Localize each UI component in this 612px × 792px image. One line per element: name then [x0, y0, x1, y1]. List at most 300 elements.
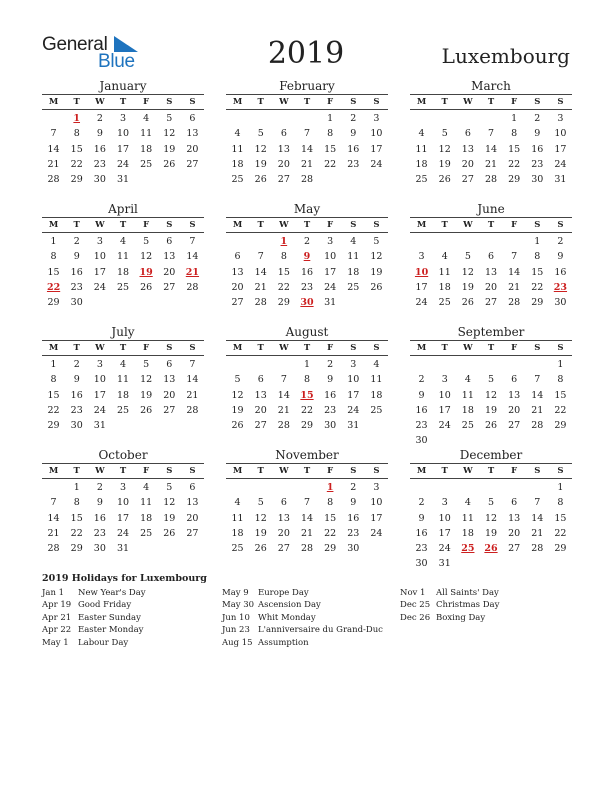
- day-cell: 13: [508, 389, 521, 401]
- weekday-label: T: [487, 220, 495, 230]
- day-cell: 19: [140, 389, 153, 401]
- day-cell: 26: [254, 543, 267, 555]
- holiday-column: [42, 587, 146, 649]
- day-empty: [410, 111, 433, 126]
- day-empty: [526, 480, 549, 495]
- day-cell: 6: [189, 113, 196, 124]
- day-cell: 4: [464, 374, 471, 386]
- logo-text-general: General: [42, 34, 108, 55]
- day-empty: [410, 357, 433, 372]
- weekday-label: S: [166, 343, 173, 353]
- day-cell-holiday: 9: [303, 251, 311, 263]
- weekday-label: F: [327, 343, 334, 353]
- day-cell: 15: [531, 266, 544, 278]
- day-grid: [410, 111, 572, 187]
- weekday-label: W: [95, 97, 105, 107]
- day-grid: [226, 357, 388, 433]
- day-cell: 15: [70, 143, 83, 155]
- day-cell: 10: [370, 128, 383, 140]
- day-cell: 10: [93, 251, 106, 263]
- day-cell: 5: [166, 113, 173, 124]
- day-cell: 21: [277, 404, 290, 416]
- month-october: [42, 448, 204, 556]
- day-cell: 27: [186, 158, 199, 170]
- weekday-label: T: [119, 466, 127, 476]
- weekday-header: [226, 217, 388, 233]
- day-cell: 2: [418, 497, 425, 509]
- month-march: [410, 79, 572, 187]
- weekday-label: S: [373, 97, 380, 107]
- day-cell: 25: [438, 297, 451, 309]
- day-cell: 22: [554, 404, 567, 416]
- day-grid: [410, 234, 572, 310]
- weekday-header: [410, 94, 572, 110]
- month-july: [42, 325, 204, 433]
- day-cell: 17: [93, 266, 106, 278]
- day-empty: [42, 480, 65, 495]
- day-cell: 26: [163, 527, 176, 539]
- day-cell: 27: [186, 527, 199, 539]
- day-cell: 9: [96, 128, 103, 140]
- holiday-item: [42, 624, 146, 636]
- day-cell: 11: [347, 251, 360, 263]
- day-cell: 3: [327, 236, 334, 247]
- day-cell: 7: [534, 497, 541, 509]
- day-cell: 21: [531, 404, 544, 416]
- day-cell: 16: [554, 266, 567, 278]
- day-cell-holiday: 19: [139, 266, 153, 278]
- holiday-date: Jun 23: [222, 625, 250, 636]
- day-cell: 12: [484, 512, 498, 524]
- holiday-column: [222, 587, 383, 649]
- day-cell: 10: [116, 128, 130, 140]
- day-cell: 18: [347, 266, 360, 278]
- day-cell: 27: [461, 174, 474, 186]
- weekday-label: M: [416, 466, 427, 476]
- day-cell: 5: [373, 236, 380, 247]
- day-cell: 26: [438, 174, 451, 186]
- day-cell: 17: [116, 512, 130, 524]
- day-cell: 1: [511, 113, 518, 124]
- weekday-label: T: [441, 466, 448, 476]
- day-empty: [295, 480, 318, 495]
- month-april: [42, 202, 204, 310]
- day-cell: 4: [143, 113, 150, 124]
- month-may: [226, 202, 388, 310]
- day-cell: 1: [73, 482, 80, 493]
- weekday-label: S: [350, 220, 357, 230]
- weekday-label: S: [373, 343, 380, 353]
- day-cell: 21: [508, 281, 521, 293]
- day-cell: 28: [47, 174, 60, 186]
- day-cell: 5: [257, 497, 264, 509]
- day-cell: 26: [140, 281, 153, 293]
- day-cell: 22: [277, 281, 290, 293]
- month-name: June: [477, 202, 505, 216]
- day-cell: 28: [300, 174, 314, 186]
- weekday-label: T: [303, 343, 311, 353]
- day-cell: 13: [186, 128, 199, 140]
- day-cell: 31: [116, 174, 130, 186]
- day-cell: 14: [484, 143, 498, 155]
- day-cell: 30: [415, 558, 428, 570]
- day-cell: 8: [50, 251, 57, 263]
- day-cell: 29: [324, 543, 337, 555]
- holiday-item: [42, 612, 146, 624]
- weekday-label: W: [95, 220, 105, 230]
- day-cell: 11: [116, 374, 130, 386]
- day-cell: 29: [70, 543, 83, 555]
- day-cell: 14: [47, 143, 60, 155]
- day-cell: 22: [70, 158, 83, 170]
- month-name: April: [108, 202, 138, 216]
- day-cell: 4: [418, 128, 425, 140]
- day-cell: 28: [254, 297, 267, 309]
- day-cell: 23: [531, 158, 544, 170]
- holiday-name: Assumption: [258, 637, 309, 648]
- day-cell: 30: [324, 420, 337, 432]
- weekday-header: [410, 463, 572, 479]
- day-empty: [272, 111, 295, 126]
- holiday-item: [400, 587, 499, 599]
- day-cell: 10: [554, 128, 567, 140]
- day-cell: 21: [47, 527, 60, 539]
- weekday-label: T: [303, 466, 311, 476]
- holiday-date: Aug 15: [222, 637, 253, 648]
- holiday-date: May 1: [42, 637, 69, 648]
- day-cell: 27: [231, 297, 244, 309]
- day-cell: 5: [166, 482, 173, 493]
- day-cell: 23: [415, 420, 428, 432]
- weekday-label: M: [48, 343, 59, 353]
- weekday-label: T: [257, 220, 264, 230]
- day-cell: 7: [280, 374, 287, 386]
- day-empty: [433, 234, 456, 249]
- month-february: [226, 79, 388, 187]
- day-empty: [456, 234, 479, 249]
- day-cell: 24: [370, 527, 383, 539]
- day-cell: 6: [189, 482, 196, 493]
- day-cell: 25: [231, 543, 244, 555]
- day-cell: 16: [347, 512, 360, 524]
- day-cell: 10: [116, 497, 130, 509]
- day-cell: 19: [484, 527, 498, 539]
- day-cell: 22: [300, 404, 314, 416]
- weekday-label: W: [279, 97, 289, 107]
- holiday-date: Nov 1: [400, 588, 426, 598]
- day-cell: 6: [511, 374, 518, 386]
- day-cell: 14: [277, 389, 290, 401]
- day-cell: 20: [277, 158, 290, 170]
- holiday-name: Ascension Day: [258, 600, 321, 611]
- day-cell: 24: [370, 158, 383, 170]
- holiday-date: Dec 26: [400, 612, 431, 623]
- day-cell: 20: [163, 266, 176, 278]
- day-cell-holiday: 1: [280, 236, 288, 247]
- day-cell: 7: [257, 251, 264, 263]
- holiday-item: [222, 587, 383, 599]
- day-cell: 3: [373, 113, 380, 124]
- day-cell: 16: [70, 389, 83, 401]
- day-cell: 25: [347, 281, 360, 293]
- holiday-name: Europe Day: [258, 588, 309, 598]
- day-cell: 24: [554, 158, 567, 170]
- day-cell: 3: [557, 113, 564, 124]
- day-cell: 2: [303, 236, 311, 247]
- day-cell: 9: [350, 497, 357, 509]
- day-cell: 12: [438, 143, 451, 155]
- day-empty: [433, 357, 456, 372]
- day-empty: [503, 480, 526, 495]
- day-cell: 18: [438, 281, 451, 293]
- day-cell: 1: [50, 236, 57, 247]
- weekday-label: S: [166, 220, 173, 230]
- day-cell-holiday: 23: [553, 281, 568, 293]
- day-cell: 17: [370, 143, 383, 155]
- day-grid: [42, 357, 204, 433]
- weekday-header: [42, 463, 204, 479]
- day-cell: 21: [484, 158, 498, 170]
- day-cell: 27: [508, 420, 521, 432]
- day-cell: 6: [511, 497, 518, 509]
- day-empty: [295, 111, 318, 126]
- day-cell: 12: [484, 389, 498, 401]
- day-cell: 15: [47, 266, 60, 278]
- day-cell: 28: [186, 281, 199, 293]
- day-cell: 3: [441, 374, 448, 386]
- weekday-header: [42, 217, 204, 233]
- holiday-name: Easter Monday: [78, 625, 144, 636]
- day-cell: 7: [511, 251, 518, 263]
- day-cell: 30: [70, 297, 83, 309]
- day-empty: [479, 480, 502, 495]
- day-cell-holiday: 15: [300, 389, 314, 401]
- day-cell: 30: [531, 174, 544, 186]
- day-cell: 21: [531, 527, 544, 539]
- day-cell: 4: [234, 497, 241, 509]
- day-cell: 12: [140, 374, 153, 386]
- day-cell: 10: [370, 497, 383, 509]
- weekday-label: W: [463, 466, 473, 476]
- weekday-label: S: [189, 466, 196, 476]
- weekday-label: T: [257, 97, 264, 107]
- weekday-label: T: [303, 220, 311, 230]
- day-cell: 16: [324, 389, 337, 401]
- day-empty: [503, 357, 526, 372]
- day-cell: 30: [70, 420, 83, 432]
- weekday-label: S: [534, 466, 541, 476]
- day-empty: [526, 357, 549, 372]
- day-cell: 5: [143, 236, 150, 247]
- holidays-title: 2019 Holidays for Luxembourg: [42, 573, 207, 584]
- weekday-label: M: [232, 466, 243, 476]
- weekday-label: W: [279, 220, 289, 230]
- day-cell: 13: [163, 374, 176, 386]
- day-cell: 13: [231, 266, 244, 278]
- day-cell: 29: [554, 420, 567, 432]
- day-empty: [433, 480, 456, 495]
- day-cell: 22: [70, 527, 83, 539]
- day-cell: 22: [531, 281, 544, 293]
- day-cell: 26: [461, 297, 474, 309]
- day-cell: 26: [231, 420, 244, 432]
- day-cell: 27: [163, 404, 176, 416]
- day-cell: 18: [370, 389, 383, 401]
- day-cell: 19: [438, 158, 451, 170]
- weekday-label: S: [373, 220, 380, 230]
- holiday-item: [222, 637, 383, 649]
- weekday-label: T: [73, 220, 80, 230]
- holiday-date: Jan 1: [42, 588, 65, 598]
- day-cell: 8: [557, 497, 564, 509]
- weekday-label: M: [48, 220, 59, 230]
- day-cell: 24: [324, 281, 337, 293]
- day-cell: 6: [280, 128, 287, 140]
- day-cell: 31: [554, 174, 567, 186]
- weekday-label: F: [511, 97, 518, 107]
- day-cell: 9: [557, 251, 564, 263]
- day-cell: 19: [484, 404, 498, 416]
- day-cell: 31: [116, 543, 130, 555]
- weekday-header: [226, 463, 388, 479]
- day-cell: 9: [534, 128, 541, 140]
- day-empty: [456, 357, 479, 372]
- weekday-label: T: [487, 97, 495, 107]
- weekday-label: F: [327, 466, 334, 476]
- day-cell: 28: [484, 174, 498, 186]
- day-cell: 28: [47, 543, 60, 555]
- month-january: [42, 79, 204, 187]
- weekday-label: F: [327, 220, 334, 230]
- month-name: December: [459, 448, 523, 462]
- month-name: September: [457, 325, 525, 339]
- month-name: August: [285, 325, 329, 339]
- holiday-name: Easter Sunday: [78, 612, 141, 623]
- day-cell: 27: [484, 297, 498, 309]
- day-cell: 26: [484, 420, 498, 432]
- day-cell: 2: [350, 113, 357, 124]
- weekday-label: S: [557, 97, 564, 107]
- day-cell: 13: [277, 143, 290, 155]
- day-cell: 19: [254, 527, 267, 539]
- day-grid: [42, 234, 204, 310]
- weekday-label: T: [487, 466, 495, 476]
- day-cell: 18: [140, 143, 153, 155]
- day-cell: 20: [484, 281, 498, 293]
- day-cell: 7: [487, 128, 495, 140]
- day-cell-holiday: 1: [326, 482, 334, 493]
- day-cell: 23: [324, 404, 337, 416]
- day-cell: 21: [254, 281, 267, 293]
- day-cell: 11: [438, 266, 451, 278]
- day-cell: 24: [438, 420, 451, 432]
- holiday-name: All Saints' Day: [436, 588, 499, 598]
- day-cell-holiday: 22: [46, 281, 61, 293]
- weekday-label: T: [73, 97, 80, 107]
- day-empty: [226, 480, 249, 495]
- weekday-header: [226, 340, 388, 356]
- day-cell: 18: [231, 158, 244, 170]
- day-cell: 11: [116, 251, 130, 263]
- holiday-name: Labour Day: [78, 637, 129, 648]
- day-cell: 23: [300, 281, 314, 293]
- weekday-label: S: [557, 220, 564, 230]
- day-cell: 16: [347, 143, 360, 155]
- day-cell: 14: [254, 266, 267, 278]
- day-cell: 4: [119, 236, 127, 247]
- weekday-header: [410, 340, 572, 356]
- weekday-label: T: [73, 343, 80, 353]
- weekday-label: M: [232, 220, 243, 230]
- day-cell: 5: [257, 128, 264, 140]
- day-cell: 13: [186, 497, 199, 509]
- day-cell: 14: [531, 389, 544, 401]
- day-cell: 14: [300, 143, 314, 155]
- holiday-date: Apr 22: [42, 625, 72, 636]
- day-cell: 1: [50, 359, 57, 370]
- day-cell: 15: [324, 512, 337, 524]
- day-cell: 2: [327, 359, 334, 370]
- weekday-label: T: [73, 466, 80, 476]
- weekday-label: F: [511, 220, 518, 230]
- day-cell: 4: [143, 482, 150, 493]
- holiday-item: [222, 624, 383, 636]
- day-cell: 2: [96, 113, 103, 124]
- weekday-label: T: [119, 220, 127, 230]
- weekday-label: F: [143, 343, 150, 353]
- day-empty: [479, 234, 502, 249]
- day-empty: [272, 357, 295, 372]
- day-cell: 16: [93, 512, 106, 524]
- day-cell: 19: [254, 158, 267, 170]
- day-cell: 6: [234, 251, 241, 263]
- day-cell: 18: [461, 527, 474, 539]
- day-cell: 11: [370, 374, 383, 386]
- month-name: February: [279, 79, 335, 93]
- day-cell: 29: [47, 420, 60, 432]
- day-cell: 20: [461, 158, 474, 170]
- holiday-date: Apr 21: [42, 612, 72, 623]
- day-cell: 11: [461, 389, 474, 401]
- weekday-label: M: [416, 343, 427, 353]
- day-cell: 29: [70, 174, 83, 186]
- day-cell: 5: [441, 128, 448, 140]
- month-name: March: [471, 79, 511, 93]
- day-cell: 11: [231, 143, 244, 155]
- day-cell: 2: [557, 236, 564, 247]
- day-cell-holiday: 21: [185, 266, 200, 278]
- weekday-label: S: [350, 466, 357, 476]
- day-cell: 17: [438, 527, 451, 539]
- day-cell: 3: [373, 482, 380, 493]
- day-cell: 25: [116, 281, 130, 293]
- day-cell: 17: [116, 143, 130, 155]
- day-cell: 23: [93, 158, 106, 170]
- day-cell: 25: [231, 174, 244, 186]
- day-cell: 15: [47, 389, 60, 401]
- weekday-label: S: [557, 466, 564, 476]
- weekday-label: S: [189, 220, 196, 230]
- weekday-label: M: [416, 220, 427, 230]
- holiday-name: New Year's Day: [78, 588, 146, 598]
- day-empty: [249, 357, 272, 372]
- month-september: [410, 325, 572, 449]
- day-cell: 16: [93, 143, 106, 155]
- day-cell: 12: [140, 251, 153, 263]
- day-cell: 2: [350, 482, 357, 493]
- day-cell: 12: [370, 251, 383, 263]
- day-cell: 18: [231, 527, 244, 539]
